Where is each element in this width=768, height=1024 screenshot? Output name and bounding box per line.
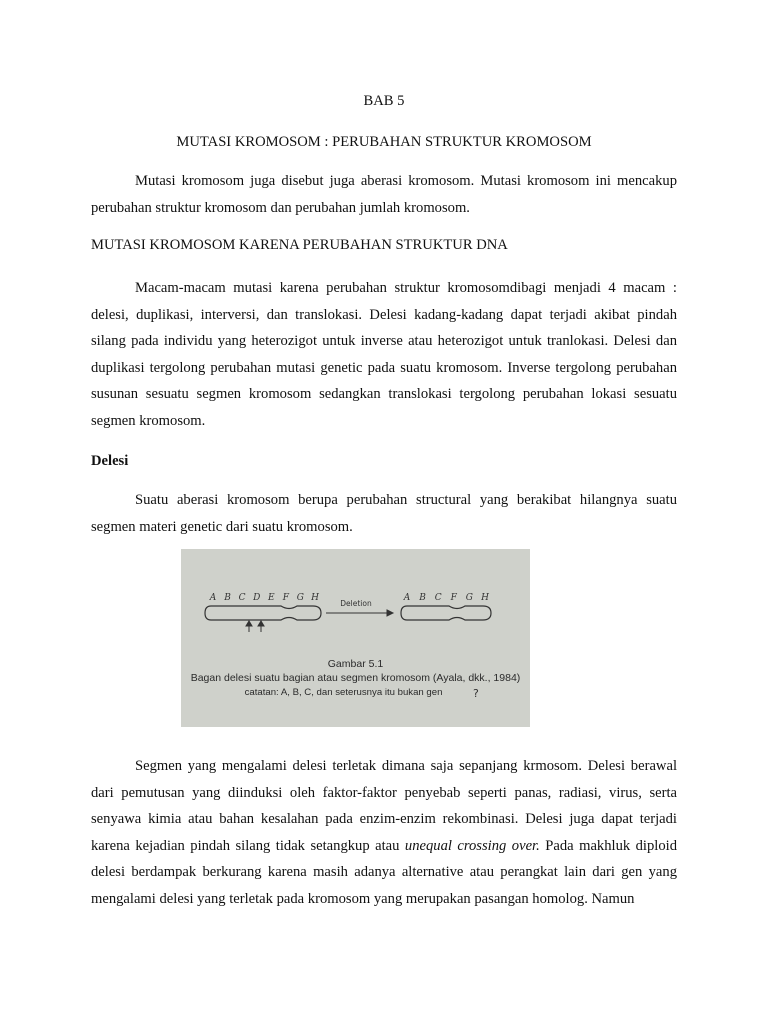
gene-label: C (434, 593, 442, 603)
figure-caption-line2: catatan: A, B, C, dan seterusnya itu bukan gen (244, 687, 443, 698)
handwritten-question-mark: ? (473, 687, 479, 700)
gene-label: G (296, 593, 305, 603)
gene-label: D (253, 593, 261, 603)
gene-label: E (268, 593, 275, 603)
figure-caption-line1: Bagan delesi suatu bagian atau segmen kromosom (Ayala, dkk., 1984) (190, 672, 521, 684)
deletion-diagram (181, 549, 530, 727)
section-heading: MUTASI KROMOSOM KARENA PERUBAHAN STRUKTUR DNA (91, 237, 508, 253)
after-genes (403, 593, 489, 603)
final-paragraph (91, 753, 677, 912)
intro-paragraph: Mutasi kromosom juga disebut juga aberasi kromosom. Mutasi kromosom ini mencakup perubahan struktur kromosom dan perubahan jumlah kromosom. (91, 173, 677, 216)
deletion-up-arrows (246, 621, 264, 632)
gene-label: C (238, 593, 246, 603)
final-paragraph-part2: Pada makhluk diploid delesi berdampak berkurang karena masih adanya alternative atau perangkat lain dari gen yang mengalami delesi yang terletak pada kromosom yang merupakan pasangan homolog. Namun (91, 837, 677, 907)
chapter-title: MUTASI KROMOSOM : PERUBAHAN STRUKTUR KROMOSOM (176, 134, 592, 150)
subheading-delesi: Delesi (91, 453, 129, 469)
final-paragraph-part1: Segmen yang mengalami delesi terletak dimana saja sepanjang krmosom. Delesi berawal dari pemutusan yang diinduksi oleh faktor-faktor penyebab seperti panas, radiasi, virus, serta senyawa kimia atau bahan kesalahan pada enzim-enzim rekombinasi. Delesi juga dapat terjadi karena kejadian pindah silang tidak setangkup atau (91, 758, 677, 854)
gene-label: B (419, 593, 426, 603)
gene-label: A (403, 593, 411, 603)
deletion-figure (181, 549, 530, 727)
section-paragraph: Macam-macam mutasi karena perubahan struktur kromosomdibagi menjadi 4 macam : delesi, duplikasi, interversi, dan translokasi. Delesi kadang-kadang dapat terjadi akibat pindah silang pada individu yang heterozigot untuk inverse atau heterozigot untuk tranlokasi. Delesi dan duplikasi tergolong perubahan mutasi genetic pada suatu kromosom. Inverse tergolong perubahan susunan sesuatu segmen kromosom sedangkan translokasi tergolong perubahan lokasi sesuatu segmen kromosom. (91, 280, 677, 429)
chapter-label: BAB 5 (363, 93, 405, 109)
gene-label: F (450, 593, 457, 603)
delesi-paragraph: Suatu aberasi kromosom berupa perubahan structural yang berakibat hilangnya suatu segmen materi genetic dari suatu kromosom. (91, 492, 677, 535)
gene-label: F (282, 593, 290, 603)
chromosome-before (205, 606, 321, 620)
gene-label: H (481, 593, 489, 603)
figure-caption-title: Gambar 5.1 (327, 658, 384, 670)
gene-label: H (311, 593, 319, 603)
gene-label: B (224, 593, 231, 603)
deletion-arrow (326, 610, 393, 616)
deletion-arrow-label: Deletion (340, 599, 372, 608)
gene-label: A (209, 593, 217, 603)
gene-label: G (465, 593, 474, 603)
final-paragraph-italic: unequal crossing over. (404, 837, 540, 854)
before-genes (209, 593, 319, 603)
chromosome-after (401, 606, 491, 620)
